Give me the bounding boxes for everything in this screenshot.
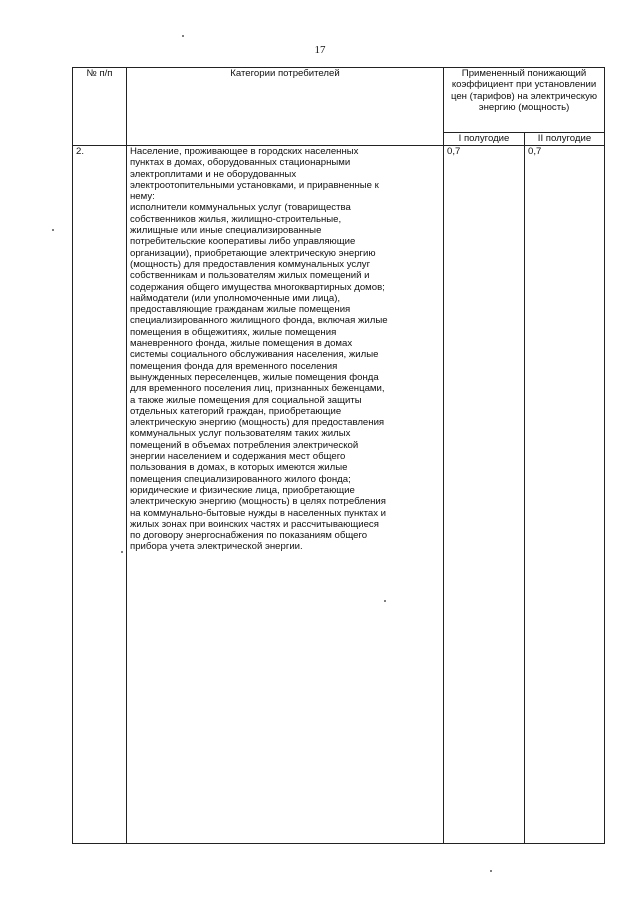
description-line: электроотопительными установками, и приравненные к [130,179,379,191]
description-line: юридические и физические лица, приобретающие [130,484,355,496]
description-line: организации), приобретающие электрическую энергию [130,247,376,259]
header-coefficient: Примененный понижающий коэффициент при установлении цен (тарифов) на электрическую энергию (мощность) [444,68,605,133]
description-line: собственников жилья, жилищно-строительные, [130,213,342,225]
scan-speck [384,600,386,602]
description-line: помещения специализированного жилого фонда; [130,473,351,485]
description-line: прибора учета электрической энергии. [130,541,303,553]
description-line: энергии населением и содержания мест общего [130,451,346,463]
scan-speck [182,35,184,37]
row-half-1-value: 0,7 [444,146,525,844]
table-row [73,146,605,844]
scan-speck [121,551,123,553]
description-line: а также жилые помещения для социальной защиты [130,394,362,406]
description-line: маневренного фонда, жилые помещения в домах [130,338,353,350]
row-number: 2. [73,146,127,844]
description-line: специализированного жилищного фонда, включая жилые [130,315,388,327]
description-line: вынужденных переселенцев, жилые помещения фонда [130,371,379,383]
description-line: электрическую энергию (мощность) для предоставления [130,417,385,429]
header-number: № п/п [73,68,127,146]
description-line: отдельных категорий граждан, приобретающие [130,405,342,417]
description-line: содержания общего имущества многоквартирных домов; [130,281,385,293]
description-line: системы социального обслуживания населения, жилые [130,349,379,361]
page-number: 17 [314,44,326,56]
description-line: потребительские кооперативы либо управляющие [130,236,356,248]
description-line: коммунальных услуг пользователям таких жилых [130,428,351,440]
header-half-1: I полугодие [444,133,525,146]
description-line: жилых зонах при воинских частях и рассчитывающиеся [130,518,379,530]
description-line: по договору энергоснабжения по показаниям общего [130,530,368,542]
description-line: исполнители коммунальных услуг (товарищества [130,202,351,214]
row-half-2-value: 0,7 [525,146,605,844]
row-description [127,146,444,844]
description-line: на коммунально-бытовые нужды в населенных пунктах и [130,507,387,519]
description-line: нему: [130,191,155,203]
description-line: помещений в объемах потребления электрической [130,439,359,451]
scan-speck [52,229,54,231]
scan-speck [490,870,492,872]
description-line: (мощность) для предоставления коммунальных услуг [130,258,371,270]
header-category: Категории потребителей [127,68,444,146]
description-line: электрическую энергию (мощность) в целях потребления [130,496,386,508]
description-line: помещения в общежитиях, жилые помещения [130,326,337,338]
description-line: помещения фонда для временного поселения [130,360,338,372]
header-half-2: II полугодие [525,133,605,146]
tariff-coefficient-table [72,67,605,844]
description-line: пунктах в домах, оборудованных стационарными [130,157,351,169]
description-lines [130,146,440,553]
description-line: Население, проживающее в городских населенных [130,146,359,157]
description-line: электроплитами и не оборудованных [130,168,297,180]
description-line: жилищные или иные специализированные [130,225,322,237]
description-line: для временного поселения лиц, признанных беженцами, [130,383,385,395]
description-line: пользования в домах, в которых имеются жилые [130,462,348,474]
description-line: собственникам и пользователям жилых помещений и [130,270,370,282]
description-line: предоставляющие гражданам жилые помещения [130,304,351,316]
description-line: наймодатели (или уполномоченные ими лица), [130,292,341,304]
